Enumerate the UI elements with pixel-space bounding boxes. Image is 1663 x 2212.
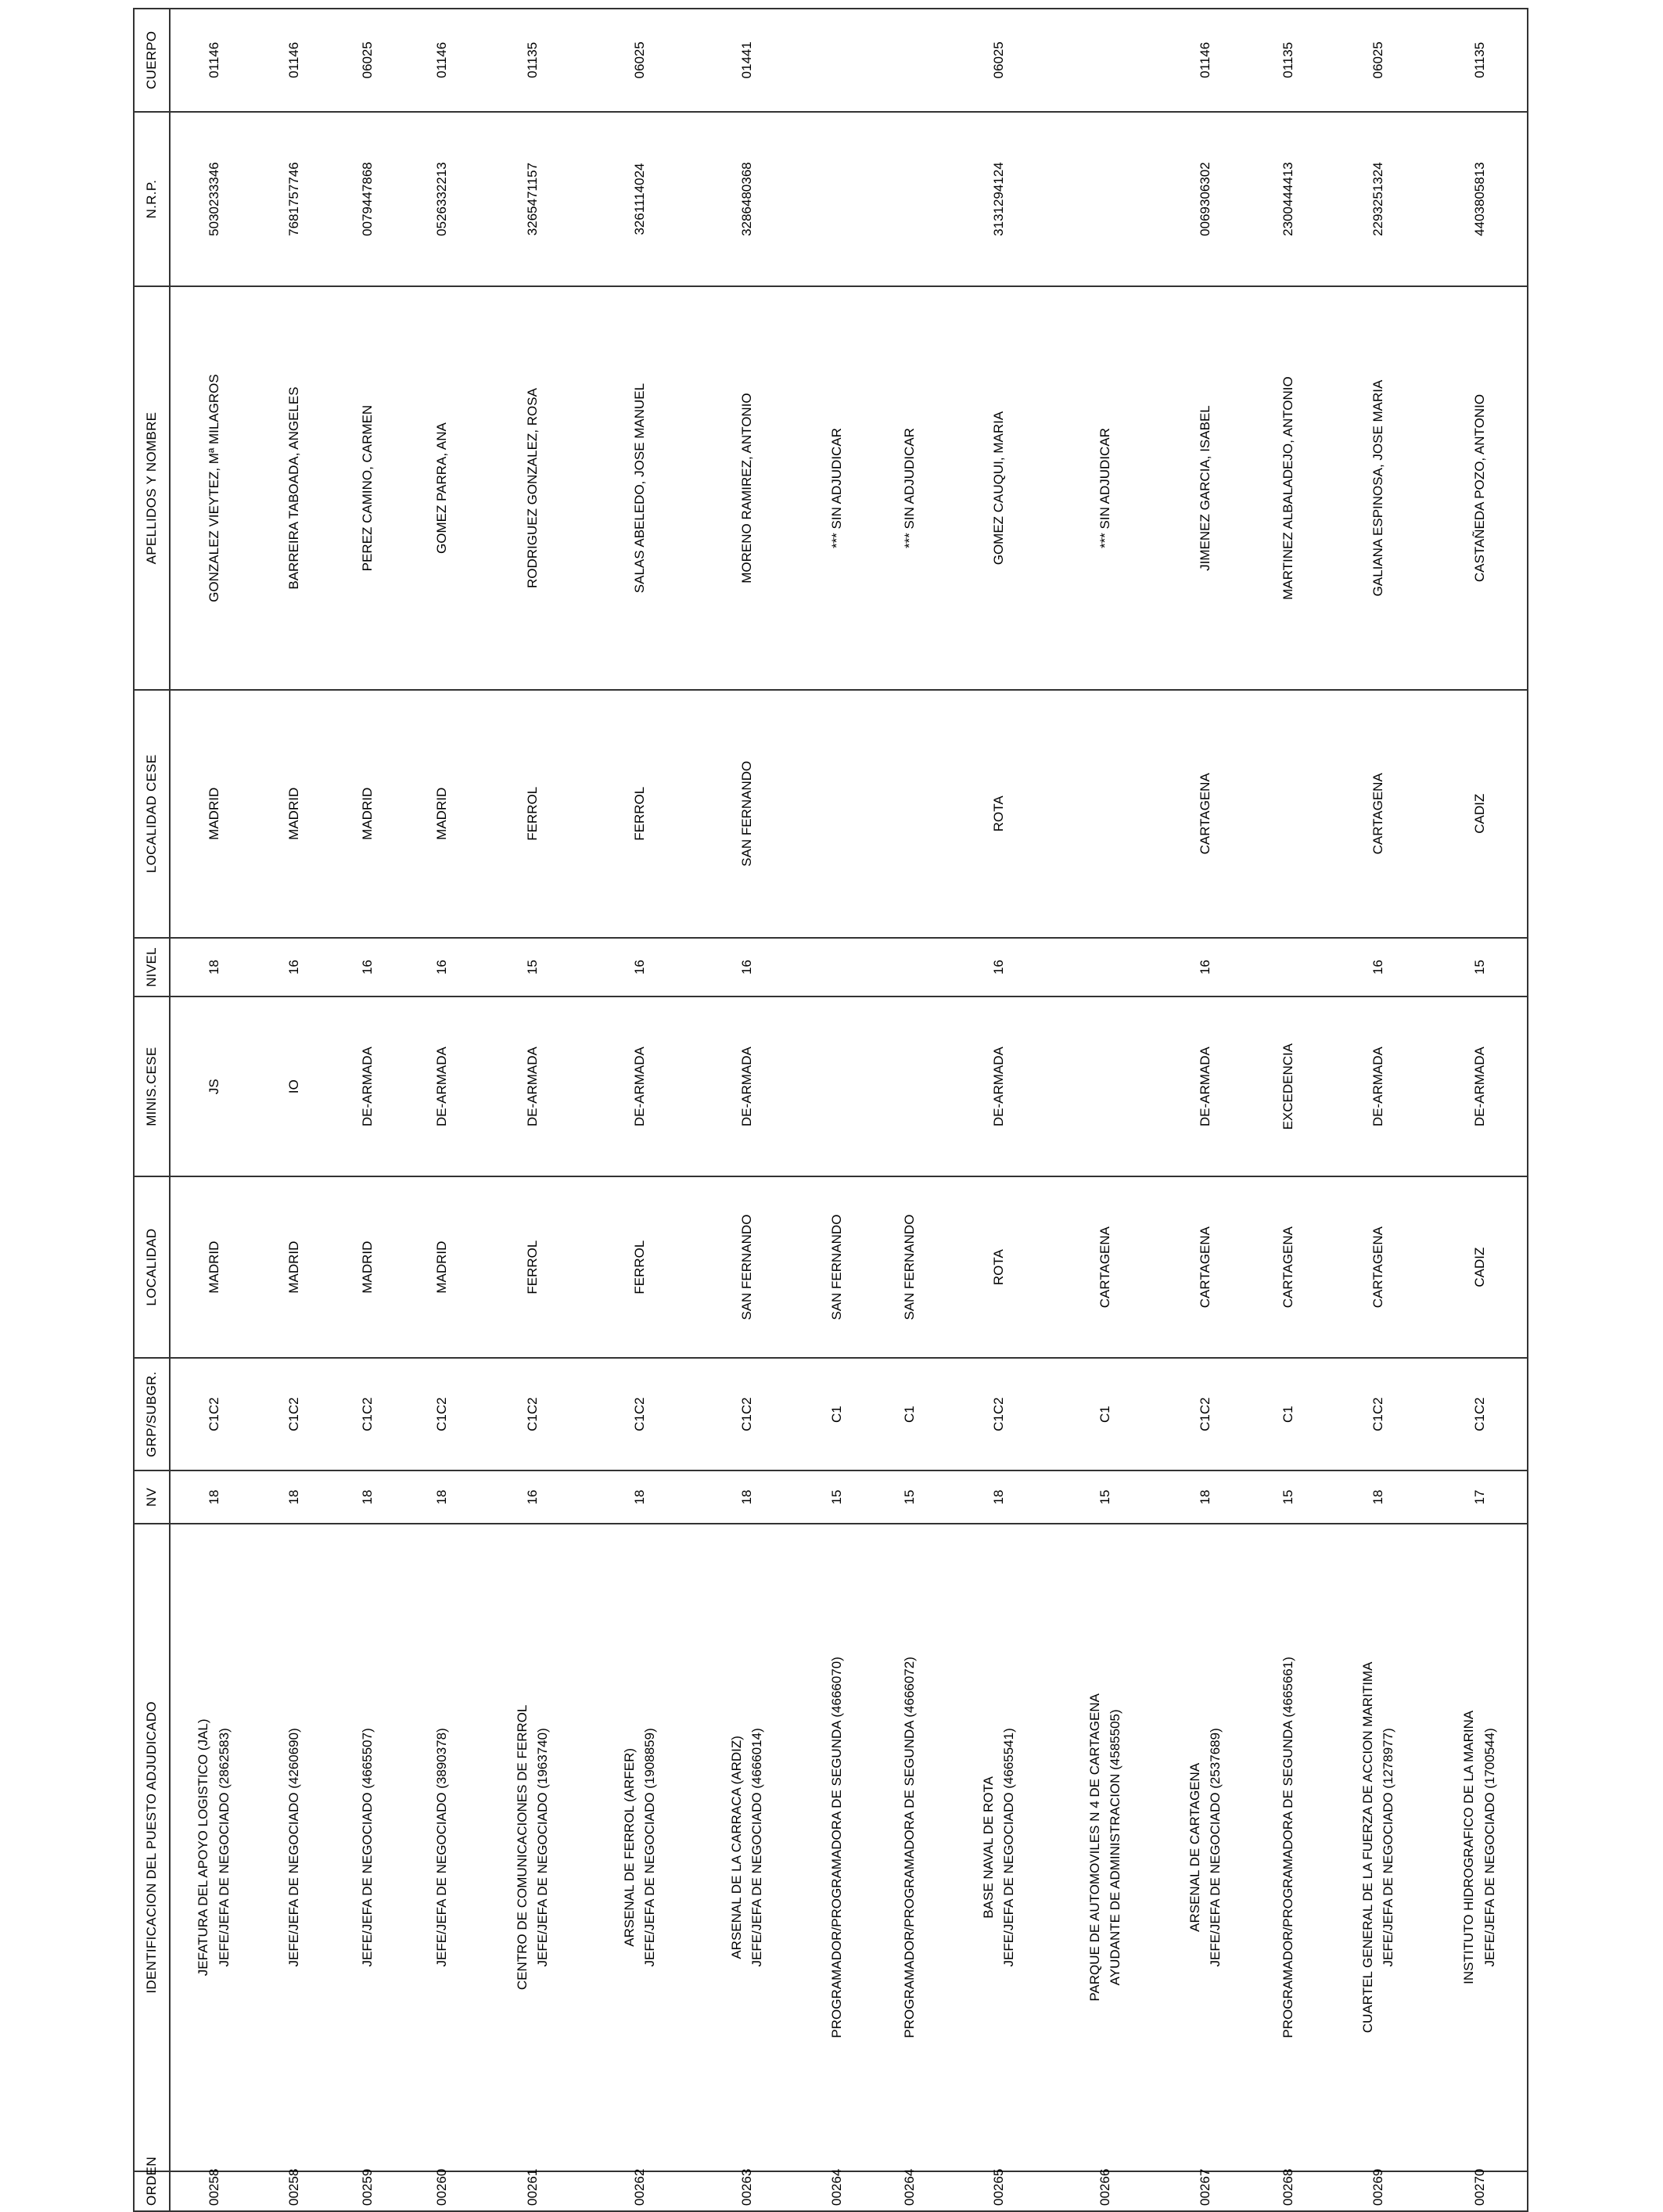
col-nivel-cell: 15 xyxy=(1432,938,1528,996)
col-orden-cell: 00269 xyxy=(1324,2171,1432,2211)
col-cuerpo-cell: 01135 xyxy=(1432,9,1528,112)
col-minis-cese-cell: DE-ARMADA xyxy=(331,996,404,1176)
col-grp-subgr-cell: C1C2 xyxy=(1158,1358,1252,1471)
col-localidad-cell: FERROL xyxy=(480,1176,586,1357)
unit-name: ARSENAL DE LA CARRACA (ARDIZ) xyxy=(728,1736,744,1959)
col-localidad-cese-cell: CARTAGENA xyxy=(1324,690,1432,938)
col-orden-cell: 00268 xyxy=(1252,2171,1324,2211)
col-nrp-cell: 5030233346 xyxy=(170,112,257,287)
col-nivel-cell: 16 xyxy=(1158,938,1252,996)
col-apellidos-nombre-cell: MORENO RAMIREZ, ANTONIO xyxy=(694,286,800,689)
header-row xyxy=(134,9,170,2211)
col-apellidos-nombre-cell: GOMEZ CAUQUI, MARIA xyxy=(946,286,1052,689)
table-row xyxy=(946,9,1052,2211)
unit-name: CUARTEL GENERAL DE LA FUERZA DE ACCION MARITIMA xyxy=(1359,1661,1375,2034)
col-orden-cell: 00259 xyxy=(331,2171,404,2211)
unit-name: ARSENAL DE CARTAGENA xyxy=(1187,1762,1202,1932)
col-nivel-cell: 15 xyxy=(480,938,586,996)
col-apellidos-nombre-cell: JIMENEZ GARCIA, ISABEL xyxy=(1158,286,1252,689)
col-nv-cell: 18 xyxy=(946,1470,1052,1523)
rotated-page xyxy=(133,8,1525,2212)
col-nrp-cell: 7681757746 xyxy=(257,112,331,287)
puesto-name: JEFE/JEFA DE NEGOCIADO (2862583) xyxy=(216,1728,232,1967)
identificacion-cell xyxy=(257,1524,331,2171)
col-nv-cell: 15 xyxy=(874,1470,946,1523)
col-nv-cell: 15 xyxy=(1252,1470,1324,1523)
table-body xyxy=(170,9,1528,2211)
col-orden-cell: 00264 xyxy=(874,2171,946,2211)
puesto-name: JEFE/JEFA DE NEGOCIADO (4665507) xyxy=(359,1728,375,1967)
identificacion-cell xyxy=(170,1524,257,2171)
col-apellidos-nombre-cell: GALIANA ESPINOSA, JOSE MARIA xyxy=(1324,286,1432,689)
table-row xyxy=(170,9,257,2211)
col-localidad-cese-cell: SAN FERNANDO xyxy=(694,690,800,938)
col-nrp-cell xyxy=(874,112,946,287)
col-apellidos-nombre-cell: MARTINEZ ALBALADEJO, ANTONIO xyxy=(1252,286,1324,689)
col-grp-subgr-header: GRP/SUBGR. xyxy=(134,1358,170,1471)
col-identificacion-header: IDENTIFICACION DEL PUESTO ADJUDICADO xyxy=(134,1524,170,2171)
identificacion-cell xyxy=(874,1524,946,2171)
col-minis-cese-cell: DE-ARMADA xyxy=(586,996,694,1176)
table-row xyxy=(257,9,331,2211)
col-cuerpo-cell: 01135 xyxy=(1252,9,1324,112)
col-orden-cell: 00261 xyxy=(480,2171,586,2211)
col-localidad-cese-cell xyxy=(874,690,946,938)
puesto-name: JEFE/JEFA DE NEGOCIADO (3890378) xyxy=(433,1728,449,1967)
puesto-name: PROGRAMADOR/PROGRAMADORA DE SEGUNDA (4666070) xyxy=(828,1657,844,2038)
col-nrp-cell: 2300444413 xyxy=(1252,112,1324,287)
table-row xyxy=(694,9,800,2211)
puesto-name: PROGRAMADOR/PROGRAMADORA DE SEGUNDA (4666072) xyxy=(901,1657,917,2038)
unit-name: BASE NAVAL DE ROTA xyxy=(980,1776,996,1919)
puesto-name: JEFE/JEFA DE NEGOCIADO (1278977) xyxy=(1381,1728,1395,1967)
col-nivel-cell: 18 xyxy=(170,938,257,996)
puesto-name: JEFE/JEFA DE NEGOCIADO (2537689) xyxy=(1208,1728,1223,1967)
col-orden-cell: 00270 xyxy=(1432,2171,1528,2211)
identificacion-cell xyxy=(1052,1524,1158,2171)
col-nrp-cell xyxy=(800,112,874,287)
col-localidad-cell: CARTAGENA xyxy=(1252,1176,1324,1357)
col-cuerpo-cell: 01146 xyxy=(404,9,480,112)
col-localidad-cese-cell: CADIZ xyxy=(1432,690,1528,938)
col-nivel-cell xyxy=(1052,938,1158,996)
col-nivel-cell: 16 xyxy=(694,938,800,996)
col-localidad-cell: MADRID xyxy=(404,1176,480,1357)
col-minis-cese-cell: DE-ARMADA xyxy=(1432,996,1528,1176)
col-nv-header: NV xyxy=(134,1470,170,1523)
col-nv-cell: 18 xyxy=(331,1470,404,1523)
col-localidad-cese-cell: MADRID xyxy=(404,690,480,938)
identificacion-cell xyxy=(1324,1524,1432,2171)
col-nrp-cell: 3265471157 xyxy=(480,112,586,287)
col-nivel-cell: 16 xyxy=(331,938,404,996)
col-grp-subgr-cell: C1C2 xyxy=(170,1358,257,1471)
col-orden-cell: 00258 xyxy=(257,2171,331,2211)
col-localidad-cese-cell xyxy=(800,690,874,938)
unit-name: JEFATURA DEL APOYO LOGISTICO (JAL) xyxy=(196,1718,211,1977)
puesto-name: AYUDANTE DE ADMINISTRACION (4585505) xyxy=(1108,1709,1122,1986)
col-nv-cell: 18 xyxy=(586,1470,694,1523)
col-cuerpo-cell: 01146 xyxy=(1158,9,1252,112)
table-row xyxy=(1324,9,1432,2211)
col-localidad-cese-cell: MADRID xyxy=(170,690,257,938)
col-localidad-header: LOCALIDAD xyxy=(134,1176,170,1357)
col-apellidos-nombre-cell: BARREIRA TABOADA, ANGELES xyxy=(257,286,331,689)
col-apellidos-nombre-cell: PEREZ CAMINO, CARMEN xyxy=(331,286,404,689)
col-localidad-cese-cell: ROTA xyxy=(946,690,1052,938)
col-grp-subgr-cell: C1C2 xyxy=(480,1358,586,1471)
col-apellidos-nombre-cell: *** SIN ADJUDICAR xyxy=(800,286,874,689)
col-cuerpo-cell xyxy=(800,9,874,112)
col-minis-cese-cell: DE-ARMADA xyxy=(1158,996,1252,1176)
unit-name: ARSENAL DE FERROL (ARFER) xyxy=(621,1747,637,1947)
col-grp-subgr-cell: C1C2 xyxy=(1324,1358,1432,1471)
col-localidad-cell: MADRID xyxy=(331,1176,404,1357)
col-localidad-cese-cell: MADRID xyxy=(257,690,331,938)
puesto-name: JEFE/JEFA DE NEGOCIADO (4260690) xyxy=(286,1728,301,1967)
col-nv-cell: 15 xyxy=(800,1470,874,1523)
table-row xyxy=(331,9,404,2211)
col-orden-cell: 00265 xyxy=(946,2171,1052,2211)
col-localidad-cell: MADRID xyxy=(257,1176,331,1357)
col-minis-cese-cell: DE-ARMADA xyxy=(1324,996,1432,1176)
col-minis-cese-cell: IO xyxy=(257,996,331,1176)
identificacion-cell xyxy=(1158,1524,1252,2171)
col-apellidos-nombre-cell: *** SIN ADJUDICAR xyxy=(874,286,946,689)
puesto-name: JEFE/JEFA DE NEGOCIADO (4665541) xyxy=(1001,1728,1016,1967)
col-grp-subgr-cell: C1C2 xyxy=(331,1358,404,1471)
col-orden-cell: 00264 xyxy=(800,2171,874,2211)
col-orden-cell: 00266 xyxy=(1052,2171,1158,2211)
col-nv-cell: 18 xyxy=(1158,1470,1252,1523)
table-row xyxy=(404,9,480,2211)
col-nivel-header: NIVEL xyxy=(134,938,170,996)
identificacion-cell xyxy=(480,1524,586,2171)
col-minis-cese-cell: EXCEDENCIA xyxy=(1252,996,1324,1176)
col-nrp-cell: 0079447868 xyxy=(331,112,404,287)
col-apellidos-nombre-cell: GOMEZ PARRA, ANA xyxy=(404,286,480,689)
col-grp-subgr-cell: C1C2 xyxy=(946,1358,1052,1471)
col-localidad-cese-cell: FERROL xyxy=(480,690,586,938)
col-apellidos-nombre-cell: SALAS ABELEDO, JOSE MANUEL xyxy=(586,286,694,689)
col-apellidos-nombre-cell: GONZALEZ VIEYTEZ, Mª MILAGROS xyxy=(170,286,257,689)
col-minis-cese-cell: DE-ARMADA xyxy=(946,996,1052,1176)
identificacion-cell xyxy=(1252,1524,1324,2171)
col-orden-cell: 00260 xyxy=(404,2171,480,2211)
col-nrp-cell: 3131294124 xyxy=(946,112,1052,287)
col-minis-cese-cell xyxy=(1052,996,1158,1176)
col-grp-subgr-cell: C1 xyxy=(874,1358,946,1471)
table-row xyxy=(480,9,586,2211)
col-grp-subgr-cell: C1C2 xyxy=(404,1358,480,1471)
col-minis-cese-header: MINIS.CESE xyxy=(134,996,170,1176)
col-apellidos-nombre-header: APELLIDOS Y NOMBRE xyxy=(134,286,170,689)
col-minis-cese-cell: DE-ARMADA xyxy=(480,996,586,1176)
table-row xyxy=(1052,9,1158,2211)
col-cuerpo-cell xyxy=(874,9,946,112)
identificacion-cell xyxy=(800,1524,874,2171)
col-localidad-cell: CARTAGENA xyxy=(1052,1176,1158,1357)
col-grp-subgr-cell: C1C2 xyxy=(586,1358,694,1471)
puesto-name: JEFE/JEFA DE NEGOCIADO (4666014) xyxy=(749,1728,764,1967)
identificacion-cell xyxy=(404,1524,480,2171)
col-nrp-cell xyxy=(1052,112,1158,287)
col-cuerpo-header: CUERPO xyxy=(134,9,170,112)
identificacion-cell xyxy=(586,1524,694,2171)
col-localidad-cell: CARTAGENA xyxy=(1324,1176,1432,1357)
col-apellidos-nombre-cell: CASTAÑEDA POZO, ANTONIO xyxy=(1432,286,1528,689)
col-nv-cell: 18 xyxy=(404,1470,480,1523)
col-nivel-cell: 16 xyxy=(586,938,694,996)
col-cuerpo-cell: 06025 xyxy=(1324,9,1432,112)
col-nv-cell: 18 xyxy=(170,1470,257,1523)
col-apellidos-nombre-cell: *** SIN ADJUDICAR xyxy=(1052,286,1158,689)
col-nv-cell: 17 xyxy=(1432,1470,1528,1523)
col-localidad-cese-cell xyxy=(1052,690,1158,938)
col-cuerpo-cell: 06025 xyxy=(586,9,694,112)
col-grp-subgr-cell: C1 xyxy=(1252,1358,1324,1471)
col-nv-cell: 18 xyxy=(694,1470,800,1523)
col-orden-cell: 00262 xyxy=(586,2171,694,2211)
col-nv-cell: 15 xyxy=(1052,1470,1158,1523)
col-localidad-cese-cell: FERROL xyxy=(586,690,694,938)
col-nivel-cell: 16 xyxy=(404,938,480,996)
col-cuerpo-cell: 01146 xyxy=(170,9,257,112)
col-cuerpo-cell: 06025 xyxy=(946,9,1052,112)
identificacion-cell xyxy=(946,1524,1052,2171)
col-nv-cell: 18 xyxy=(1324,1470,1432,1523)
col-orden-cell: 00267 xyxy=(1158,2171,1252,2211)
puesto-name: JEFE/JEFA DE NEGOCIADO (1700544) xyxy=(1482,1728,1497,1967)
unit-name: INSTITUTO HIDROGRAFICO DE LA MARINA xyxy=(1461,1710,1477,1984)
col-grp-subgr-cell: C1 xyxy=(1052,1358,1158,1471)
col-nivel-cell: 16 xyxy=(257,938,331,996)
unit-name: PARQUE DE AUTOMOVILES N 4 DE CARTAGENA xyxy=(1087,1693,1102,2002)
col-grp-subgr-cell: C1C2 xyxy=(1432,1358,1528,1471)
col-nrp-cell: 4403805813 xyxy=(1432,112,1528,287)
col-cuerpo-cell: 01135 xyxy=(480,9,586,112)
table-row xyxy=(800,9,874,2211)
col-orden-cell: 00263 xyxy=(694,2171,800,2211)
col-minis-cese-cell: JS xyxy=(170,996,257,1176)
table-row xyxy=(874,9,946,2211)
col-orden-header: ORDEN xyxy=(134,2171,170,2211)
col-nivel-cell: 16 xyxy=(1324,938,1432,996)
col-localidad-cese-cell: MADRID xyxy=(331,690,404,938)
col-localidad-cese-cell xyxy=(1252,690,1324,938)
col-nrp-cell: 0069306302 xyxy=(1158,112,1252,287)
identificacion-cell xyxy=(331,1524,404,2171)
col-localidad-cell: ROTA xyxy=(946,1176,1052,1357)
table-row xyxy=(1432,9,1528,2211)
col-nrp-cell: 2293251324 xyxy=(1324,112,1432,287)
col-minis-cese-cell: DE-ARMADA xyxy=(404,996,480,1176)
col-nv-cell: 18 xyxy=(257,1470,331,1523)
col-localidad-cese-header: LOCALIDAD CESE xyxy=(134,690,170,938)
table-row xyxy=(1158,9,1252,2211)
col-minis-cese-cell: DE-ARMADA xyxy=(694,996,800,1176)
col-apellidos-nombre-cell: RODRIGUEZ GONZALEZ, ROSA xyxy=(480,286,586,689)
identificacion-cell xyxy=(694,1524,800,2171)
col-cuerpo-cell: 06025 xyxy=(331,9,404,112)
col-localidad-cell: SAN FERNANDO xyxy=(800,1176,874,1357)
col-nv-cell: 16 xyxy=(480,1470,586,1523)
col-grp-subgr-cell: C1 xyxy=(800,1358,874,1471)
col-localidad-cell: SAN FERNANDO xyxy=(694,1176,800,1357)
col-nrp-cell: 3261114024 xyxy=(586,112,694,287)
col-localidad-cell: CADIZ xyxy=(1432,1176,1528,1357)
col-localidad-cell: FERROL xyxy=(586,1176,694,1357)
col-cuerpo-cell: 01441 xyxy=(694,9,800,112)
col-nivel-cell xyxy=(1252,938,1324,996)
col-cuerpo-cell: 01146 xyxy=(257,9,331,112)
col-nivel-cell xyxy=(874,938,946,996)
col-nrp-header: N.R.P. xyxy=(134,112,170,287)
col-cuerpo-cell xyxy=(1052,9,1158,112)
adjudication-table xyxy=(133,8,1528,2212)
col-localidad-cell: MADRID xyxy=(170,1176,257,1357)
col-grp-subgr-cell: C1C2 xyxy=(257,1358,331,1471)
puesto-name: JEFE/JEFA DE NEGOCIADO (1908859) xyxy=(642,1728,657,1967)
identificacion-cell xyxy=(1432,1524,1528,2171)
table-row xyxy=(1252,9,1324,2211)
col-localidad-cell: SAN FERNANDO xyxy=(874,1176,946,1357)
col-nivel-cell xyxy=(800,938,874,996)
col-localidad-cell: CARTAGENA xyxy=(1158,1176,1252,1357)
puesto-name: PROGRAMADOR/PROGRAMADORA DE SEGUNDA (4665661) xyxy=(1280,1657,1295,2038)
puesto-name: JEFE/JEFA DE NEGOCIADO (1963740) xyxy=(535,1728,550,1967)
col-grp-subgr-cell: C1C2 xyxy=(694,1358,800,1471)
col-orden-cell: 00258 xyxy=(170,2171,257,2211)
col-minis-cese-cell xyxy=(874,996,946,1176)
col-nrp-cell: 0526332213 xyxy=(404,112,480,287)
col-nrp-cell: 3286480368 xyxy=(694,112,800,287)
unit-name: CENTRO DE COMUNICACIONES DE FERROL xyxy=(514,1704,530,1991)
col-minis-cese-cell xyxy=(800,996,874,1176)
col-nivel-cell: 16 xyxy=(946,938,1052,996)
table-row xyxy=(586,9,694,2211)
col-localidad-cese-cell: CARTAGENA xyxy=(1158,690,1252,938)
